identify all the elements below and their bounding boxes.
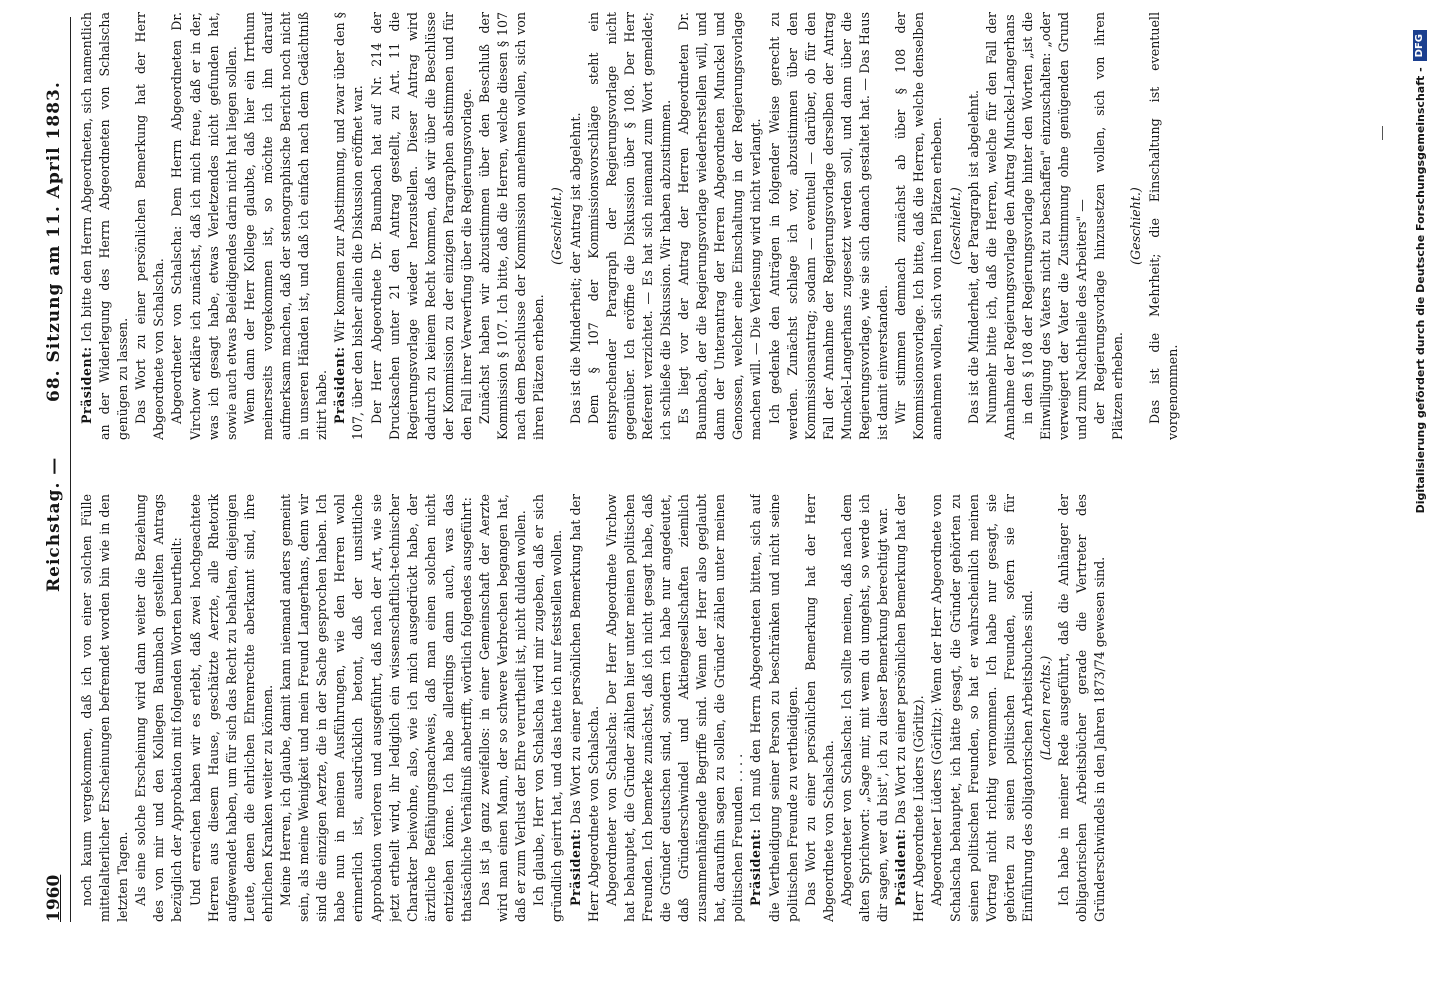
paragraph-text: Und erreichen haben wir es erlebt, daß zwei hochgeachtete Herren aus diesem Hause, geschätzte Aerzte, alle Rhetorik aufgewendet haben, um für sich das Recht zu behalten, diejenigen Leute, denen die ehrlichen Ehrenrechte aberkannt sind, ihre ehrlichen Kranken weiter zu können.	[187, 494, 275, 922]
paragraph-text: Das Wort zu einer persönlichen Bemerkung hat der Herr Abgeordnete von Schalscha.	[802, 494, 836, 922]
paragraph-text: Es liegt vor der Antrag der Herren Abgeordneten Dr. Baumbach, der die Regierungsvorlage wiederherstellen will, und dann der Unterantrag der Herren Abgeordneten Munckel und Genossen, welcher eine Einschaltung in der Regierungsvorlage machen will. — Die Verlesung wird nicht verlangt.	[676, 12, 764, 440]
journal-title: Reichstag. —	[44, 456, 64, 592]
paragraph	[892, 494, 928, 922]
paragraph	[530, 494, 566, 922]
paragraph-text: Wir kommen zur Abstimmung, und zwar über den § 107, über den bisher allein die Diskussion eröffnet war.	[332, 12, 366, 440]
session-title: 68. Sitzung am 11. April 1883.	[44, 81, 64, 402]
speaker-label: Präsident:	[567, 828, 583, 906]
paragraph	[947, 12, 965, 440]
paragraph	[368, 12, 477, 440]
paragraph-text: Nunmehr bitte ich, daß die Herren, welche für den Fall der Annahme der Regierungsvorlage den Antrag Munckel-Langerhans	[983, 12, 1017, 440]
paragraph	[838, 494, 892, 922]
paragraph	[892, 12, 946, 440]
paragraph-text: Abgeordneter von Schalscha: Dem Herrn Abgeordneten Dr. Virchow erkläre ich zunächst, daß ich mich freue, daß er in der, was ich gesagt habe, etwas Verletzendes nicht gefunden hat, sowie auch etwas Beleidigendes darin nicht hat liegen sollen.	[169, 12, 239, 440]
paragraph-text: (Lachen rechts.)	[1037, 655, 1053, 761]
paragraph-text: Wir stimmen demnach zunächst ab über § 108 der Kommissionsvorlage. Ich bitte, daß die Herren, welche denselben annehmen wollen, sich von ihren Plätzen erheben.	[893, 12, 945, 440]
paragraph	[1019, 12, 1091, 440]
paragraph-text: Das ist die Mehrheit; die Einschaltung ist eventuell vorgenommen.	[1146, 12, 1180, 440]
paragraph	[983, 12, 1019, 440]
paragraph	[241, 12, 331, 440]
paragraph-text: Das ist die Minderheit; der Antrag ist abgelehnt.	[567, 112, 583, 424]
paragraph-text: Das Wort zu einer persönlichen Bemerkung hat der Herr Abgeordnete von Schalscha.	[567, 494, 601, 922]
page-number: 1960	[44, 874, 64, 922]
paragraph	[476, 12, 548, 440]
paragraph	[187, 494, 277, 922]
paragraph-text: Das ist ja ganz zweifellos: in einer Gemeinschaft der Aerzte wird man einen Mann, der so schwere Verbrechen begangen hat, daß er zum Verlust der Ehre verurtheilt ist, nicht dulden wollen.	[477, 494, 529, 922]
paragraph-text: Zunächst haben wir abzustimmen über den Beschluß der Kommission § 107. Ich bitte, daß die Herren, welche diesen § 107 nach dem Beschlusse der Kommission annehmen wollen, sich von ihren Plätzen erheben.	[477, 12, 547, 440]
text-column-left	[78, 494, 1293, 922]
paragraph-text: Abgeordneter von Schalscha: Ich sollte meinen, daß nach dem alten Sprichwort: „Sage mir, mit wem du umgehst, so werde ich dir sagen, wer du bist", ich zu dieser Bemerkung berechtigt war.	[838, 494, 891, 922]
paragraph-text: Ich glaube, Herr von Schalscha wird mir zugeben, daß er sich gründlich geirrt hat, und das hatte ich nur feststellen wollen.	[531, 494, 565, 922]
paragraph	[1127, 12, 1145, 440]
paragraph	[1146, 12, 1182, 440]
paragraph-text: in den § 108 der Regierungsvorlage hinter den Worten „ist die Einwilligung des Vaters nicht zu beschaffen" einzuschalten: „oder verweigert der Vater die Zustimmung ohne genügenden Grund und zum Nachtheile des Arbeiters" —	[1019, 12, 1090, 440]
paragraph	[603, 494, 748, 922]
paragraph-text: Dem § 107 der Kommissionsvorschläge steht ein entsprechender Paragraph der Regierungsvorlage nicht gegenüber. Ich eröffne die Diskussion über § 108. Der Herr Referent verzichtet. — Es hat sich niemand zum Wort gemeldet; ich schließe die Diskussion. Wir haben abzustimmen.	[585, 12, 673, 440]
paragraph-text: Meine Herren, ich glaube, damit kann niemand anders gemeint sein, als meine Wenigkeit und mein Freund Langerhans, denn wir sind die einzigen Aerzte, die in der Sache gesprochen haben. Ich habe nun in meinen Ausführungen, wie den Herren wohl erinnerlich ist, ausdrücklich betont, daß der unsittliche Approbation verloren und ausgeführt, daß nach der Art, wie sie jetzt ertheilt wird, ihr lediglich ein wissenschaftlich-technischer Charakter beiwohne, also, wie ich mich ausgedrückt habe, der ärztliche Befähigungsnachweis, daß man einen solchen nicht entziehen könne. Ich habe allerdings dann auch, was das thatsächliche Verhältniß anbetrifft, wörtlich folgendes ausgeführt:	[278, 494, 474, 922]
paragraph	[476, 494, 530, 922]
paragraph	[585, 12, 675, 440]
paragraph-text: Abgeordneter Lüders (Görlitz): Wenn der Herr Abgeordnete von Schalscha behauptet, ich hätte gesagt, die Gründer gehörten zu seinen politischen Freunden, so hat er wahrscheinlich meinen Vortrag nicht richtig vernommen. Ich habe nur gesagt, sie gehörten zu seinen politischen Freunden, sofern sie für Einführung des obligatorischen Arbeitsbuches sind.	[929, 494, 1035, 922]
paragraph-text: Ich bitte den Herrn Abgeordneten, sich namentlich an der Widerlegung des Herrn Abgeordneten von Schalscha genügen zu lassen.	[79, 12, 131, 440]
paragraph	[675, 12, 765, 440]
paragraph	[802, 494, 838, 922]
paragraph-text: (Geschieht.)	[549, 187, 565, 265]
paragraph-text: Ich habe in meiner Rede ausgeführt, daß die Anhänger der obligatorischen Arbeitsbücher gerade die Vertreter des Gründerschwindels in den Jahren 1873/74 gewesen sind.	[1056, 494, 1108, 922]
digitization-notice	[1408, 0, 1432, 1000]
paragraph	[928, 494, 1037, 922]
paragraph-text: Der Herr Abgeordnete Dr. Baumbach hat auf Nr. 214 der Drucksachen unter 21 den Antrag gestellt, zu Art. 11 die Regierungsvorlage wieder herzustellen. Dieser Antrag wird dadurch zu keinem Recht kommen, daß wir über die Beschlüsse der Kommission zu der einzigen Paragraphen abstimmen und für den Fall ihrer Verwerfung über die Regierungsvorlage.	[368, 12, 474, 440]
speaker-label: Präsident:	[332, 346, 348, 424]
paragraph	[1091, 12, 1127, 440]
paragraph	[1055, 494, 1109, 922]
paragraph	[132, 12, 168, 440]
paragraph-text: Das Wort zu einer persönlichen Bemerkung hat der Herr Abgeordnete von Schalscha.	[133, 12, 167, 440]
paragraph	[567, 494, 603, 922]
paragraph	[331, 12, 367, 440]
paragraph	[965, 12, 983, 440]
digitization-notice-text: Digitalisierung gefördert durch die Deutsche Forschungsgemeinschaft -	[1413, 67, 1427, 514]
paragraph	[168, 12, 240, 440]
paragraph-text: der Regierungsvorlage hinzusetzen wollen, sich von ihren Plätzen erheben.	[1092, 12, 1126, 440]
paragraph-text: Wenn dann der Herr Kollege glaubte, daß hier ein Irrthum meinerseits vorgekommen ist, so möchte ich ihn darauf aufmerksam machen, daß der stenographische Bericht noch nicht in unseren Händen ist, und daß ich einfach nach dem Gedächtniß zitirt habe.	[241, 12, 330, 440]
footer-rule	[1382, 126, 1383, 140]
speaker-label: Präsident:	[893, 828, 909, 906]
paragraph	[132, 494, 186, 922]
text-column-right	[78, 12, 1293, 440]
paragraph-text: noch kaum vergekommen, daß ich von einer solchen Fülle mittelalterlicher Erscheinungen befremdet worden bin wie in den letzten Tagen.	[79, 494, 131, 922]
paragraph	[78, 494, 132, 922]
paragraph	[766, 12, 893, 440]
paragraph	[548, 12, 566, 440]
page-header	[40, 17, 71, 922]
paragraph-text: Abgeordneter von Schalscha: Der Herr Abgeordnete Virchow hat behauptet, die Gründer zählten hier unter meinen politischen Freunden. Ich bemerke zunächst, daß ich nicht gesagt habe, daß die Gründer deutschen sind, sondern ich habe nur angedeutet, daß Gründerschwindel und Aktiengesellschaften ziemlich zusammenhängende Begriffe sind. Wenn der Herr also geglaubt hat, daraufhin sagen zu sollen, die Gründer zählen unter meinen politischen Freunden . . . .	[603, 494, 746, 922]
paragraph-text: Ich muß den Herrn Abgeordneten bitten, sich auf die Vertheidigung seiner Person zu beschränken und nicht seine politischen Freunde zu vertheidigen.	[748, 494, 800, 922]
speaker-label: Präsident:	[748, 828, 764, 906]
paragraph	[277, 494, 476, 922]
paragraph	[78, 12, 132, 440]
paragraph	[747, 494, 801, 922]
paragraph-text: Das Wort zu einer persönlichen Bemerkung hat der Herr Abgeordnete Lüders (Görlitz).	[893, 494, 927, 922]
dfg-logo: DFG	[1413, 30, 1427, 61]
paragraph-text: (Geschieht.)	[1128, 187, 1144, 265]
speaker-label: Präsident:	[79, 346, 94, 424]
paragraph	[567, 12, 585, 440]
paragraph-text: (Geschieht.)	[947, 187, 963, 265]
paragraph	[1037, 494, 1055, 922]
paragraph-text: Das ist die Minderheit, der Paragraph ist abgelehnt.	[965, 89, 981, 424]
paragraph-text: Ich gedenke den Anträgen in folgender Weise gerecht zu werden. Zunächst schlage ich vor, abzustimmen über den Kommissionsantrag; sodann — eventuell — darüber, ob für den Fall der Annahme der Regierungsvorlage derselben der Antrag Munckel-Langerhans zugesetzt werden soll, und dann über die Regierungsvorlage, wie sie sich danach gestaltet hat. — Das Haus ist damit einverstanden.	[766, 12, 891, 440]
paragraph-text: Als eine solche Erscheinung wird dann weiter die Beziehung des von mir und den Kollegen Baumbach gestellten Antrags bezüglich der Approbation mit folgenden Worten beurtheilt:	[133, 494, 185, 922]
